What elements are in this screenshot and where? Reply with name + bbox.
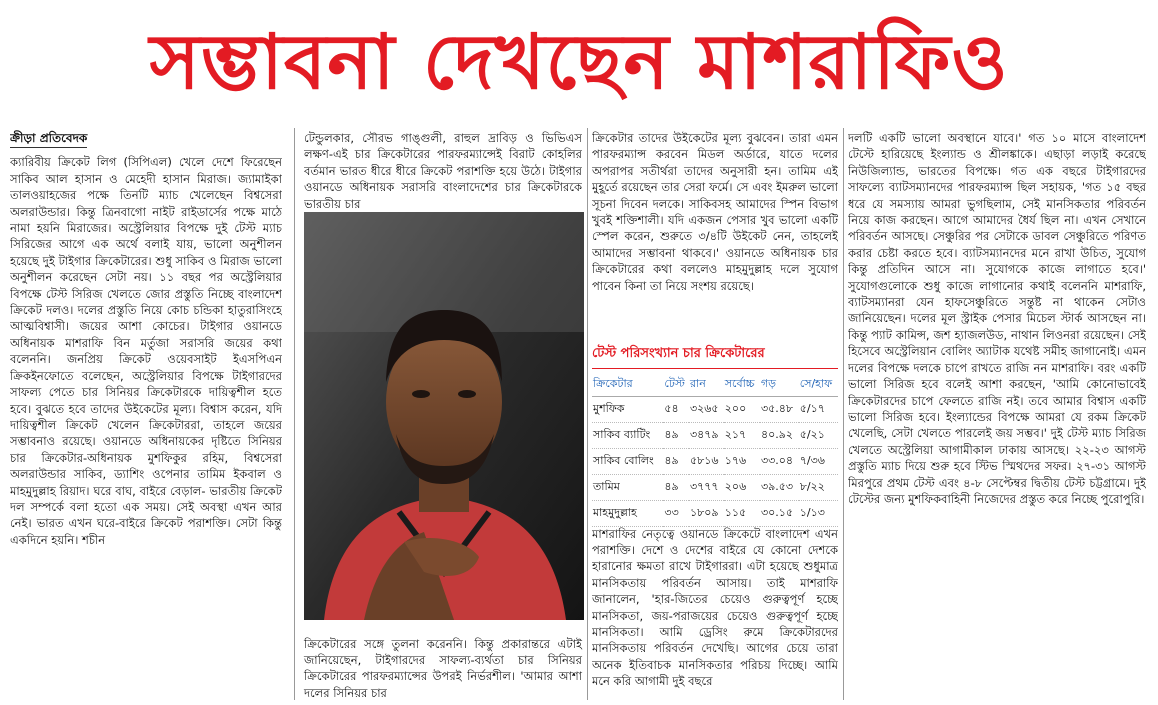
article-text: টেন্ডুলকার, সৌরভ গাঙ্গুলী, রাহুল দ্রাবিড় ও ভিভিএস লক্ষণ-এই চার ক্রিকেটারের পারফরম্যান্সেই বিরাট কোহলির বর্তমান ভারত ধীরে ধীরে ক্রিকেট পরাশক্তি হয়ে উঠে। টাইগার ওয়ানডে অধিনায়ক সরাসরি বাংলাদেশের চার ক্রিকেটারকে ভারতীয় চার [304,131,582,210]
player-portrait-image [304,212,584,620]
article-text: দলটি একটি ভালো অবস্থানে যাবে।' গত ১০ মাসে বাংলাদেশ টেস্টে হারিয়েছে ইংল্যান্ড ও শ্রীলঙ্কাকে। এছাড়া লড়াই করেছে নিউজিল্যান্ড, ভারতের বিপক্ষে। গত এক বছরে টাইগারদের সাফল্যে ব্যাটসম্যানদের পারফরম্যান্স ছিল সহায়ক, 'গত ১৫ বছর ধরে যে সমস্যায় আমরা ভুগছিলাম, সেই মানসিকতার পরিবর্তন নিয়ে কাজ করছেন। আগে আমাদের ধৈর্য ছিল না। এখন সেখানে পরিবর্তন আসছে। সেঞ্চুরির পর সেটাকে ডাবল সেঞ্চুরিতে পরিণত করার চেষ্টা করতে হবে। ব্যাটসম্যানদের মনে রাখা উচিত, সুযোগ কিন্তু প্রতিদিন আসে না। সুযোগকে কাজে লাগাতে হবে।' সুযোগগুলোকে শুধু কাজে লাগানোর কথাই বলেননি মাশরাফি, ব্যাটসম্যানরা যেন হাফসেঞ্চুরিতে সন্তুষ্ট না থাকেন সেটাও জানিয়েছেন। দলের মূল স্ট্রাইক পেসার মিচেল স্টার্ক আসছেন না। কিন্তু প্যাট কামিন্স, জশ হ্যাজলউড, নাথান লিওনরা রয়েছেন। সেই হিসেবে অস্ট্রেলিয়ান বোলিং অ্যাটাক যথেষ্ট সমীহ জাগানোই। এমন দলের বিপক্ষে দলকে চাপে রাখতে রাজি নন মাশরাফি। বরং একটি ভালো সিরিজ হবে বলেই আশা করছেন, 'আমি কোনোভাবেই ক্রিকেটারদের চাপে ফেলতে রাজি নই। তবে আমার বিশ্বাস একটি ভালো সিরিজ হবে। ইংল্যান্ডের বিপক্ষে আমরা যে রকম ক্রিকেট খেলেছি, সেটা খেলতে পারলেই জয় সম্ভব।' দুই টেস্ট ম্যাচ সিরিজ খেলতে অস্ট্রেলিয়া আগামীকাল ঢাকায় আসছে। ২২-২৩ আগস্ট প্রস্তুতি ম্যাচ দিয়ে শুরু হবে স্টিভ স্মিথদের সফর। ২৭-৩১ আগস্ট মিরপুরে প্রথম টেস্ট এবং ৪-৮ সেপ্টেম্বর দ্বিতীয় টেস্ট চট্টগ্রামে। দুই টেস্টের জন্য মুশফিকবাহিনী নিজেদের প্রস্তুত করে নিচ্ছে পুরোপুরি। [848,131,1146,506]
article-column-3-top [592,130,838,338]
table-cell: ৪৯ [663,475,689,501]
table-cell: ৩০.১৫ [760,501,799,527]
table-cell: ৩২৬৫ [689,397,724,423]
table-cell: ৪৯ [663,423,689,449]
article-column-1 [10,130,282,700]
table-cell: ৩৩ [663,501,689,527]
stats-header-row [592,373,838,397]
column-divider [587,128,588,700]
table-cell: ১১৫ [724,501,760,527]
headline: সম্ভাবনা দেখছেন মাশরাফিও [149,17,1009,106]
header-cell: টেস্ট [663,373,689,397]
table-cell: তামিম [592,475,663,501]
table-cell: মাহমুদুল্লাহ [592,501,663,527]
table-row [592,423,838,449]
table-cell: ৫/১৭ [799,397,838,423]
table-cell: ৩৩.০৪ [760,449,799,475]
table-cell: ৩৭৭৭ [689,475,724,501]
table-cell: সাকিব ব্যাটিং [592,423,663,449]
header-cell: ক্রিকেটার [592,373,663,397]
header-cell: সর্বোচ্চ [724,373,760,397]
table-cell: ২০০ [724,397,760,423]
table-cell: ৮/২২ [799,475,838,501]
table-cell: ২০৬ [724,475,760,501]
table-cell: ৫৮১৬ [689,449,724,475]
player-photo [304,212,584,620]
table-cell: ৩৯.৫৩ [760,475,799,501]
table-cell: ৪৯ [663,449,689,475]
article-text: ক্রিকেটারের সঙ্গে তুলনা করেননি। কিন্তু প্রকারান্তরে এটাই জানিয়েছেন, টাইগারদের সাফল্য-ব্যর্থতা চার সিনিয়র ক্রিকেটারের পারফরম্যান্সের উপরই নির্ভরশীল। 'আমার আশা দলের সিনিয়র চার [304,636,582,700]
article-text: ক্যারিবীয় ক্রিকেট লিগ (সিপিএল) খেলে দেশে ফিরেছেন সাকিব আল হাসান ও মেহেদী হাসান মিরাজ। জ্যামাইকা তালওয়াহজের পক্ষে তিনটি ম্যাচ খেলেছেন বিশ্বসেরা অলরাউন্ডার। কিন্তু ত্রিনবাগো নাইট রাইডার্সের পক্ষে মাঠে নামা হয়নি মিরাজের। অস্ট্রেলিয়ার বিপক্ষে দুই টেস্ট ম্যাচ সিরিজের আগে এক অর্থে বলাই যায়, ভালো অনুশীলন হয়েছে দুই টাইগার ক্রিকেটারের। শুধু সাকিব ও মিরাজ ভালো অনুশীলন করেছেন সেটা নয়। ১১ বছর পর অস্ট্রেলিয়ার বিপক্ষে টেস্ট সিরিজ খেলতে জোর প্রস্তুতি নিচ্ছে বাংলাদেশ ক্রিকেট দলও। দলের প্রস্তুতি নিয়ে কোচ চন্ডিকা হাতুরাসিংহে আত্মবিশ্বাসী। জয়ের আশা কোচের। টাইগার ওয়ানডে অধিনায়ক মাশরাফি বিন মর্তুজা সরাসরি জয়ের কথা বলেননি। জনপ্রিয় ক্রিকেট ওয়েবসাইট ইএসপিএন ক্রিকইনফোতে বলেছেন, অস্ট্রেলিয়ার বিপক্ষে টাইগারদের সাফল্য পেতে চার সিনিয়র ক্রিকেটারকে দায়িত্বশীল হতে হবে। বুঝতে হবে তাদের উইকেটের মূল্য। বিশ্বাস করেন, যদি দায়িত্বশীল ক্রিকেট খেলেন ক্রিকেটাররা, তাহলে জয়ের সম্ভাবনাও রয়েছে। ওয়ানডে অধিনায়কের দৃষ্টিতে সিনিয়র চার ক্রিকেটার-অধিনায়ক মুশফিকুর রহিম, বিশ্বসেরা অলরাউন্ডার সাকিব, ড্যাশিং ওপেনার তামিম ইকবাল ও মাহমুদুল্লাহ রিয়াদ। ঘরে বাঘ, বাইরে বেড়াল- ভারতীয় ক্রিকেট দল সম্পর্কে বলা হতো এক সময়। সেই অবস্থা এখন আর নেই। ভারত এখন ঘরে-বাইরে ক্রিকেট পরাশক্তি। সেটা কিন্তু একদিনে হয়নি। শচীন [10,155,282,547]
header-cell: রান [689,373,724,397]
article-text: ক্রিকেটার তাদের উইকেটের মূল্য বুঝবেন। তারা এমন পারফরম্যান্স করবেন মিডল অর্ডারে, যাতে দলের অপরাপর সতীর্থরা তাদের অনুসারী হন। তামিম এই মুহূর্তে রয়েছেন তার সেরা ফর্মে। সে এবং ইমরুল ভালো সূচনা দিবেন দলকে। সাকিবসহ আমাদের স্পিন বিভাগ খুবই শক্তিশালী। যদি একজন পেসার খুব ভালো একটি স্পেল করেন, শুরুতে ৩/৪টি উইকেট নেন, তাহলেই আমাদের সম্ভাবনা থাকবে।' ওয়ানডে অধিনায়ক চার ক্রিকেটারের কথা বললেও মাহমুদুল্লাহ দলে সুযোগ পাবেন কিনা তা নিয়ে সংশয় রয়েছে। [592,131,838,293]
table-cell: ৫৪ [663,397,689,423]
table-cell: ১৮০৯ [689,501,724,527]
table-cell: ১৭৬ [724,449,760,475]
table-cell: ৩৫.৪৮ [760,397,799,423]
table-cell: ১/১৩ [799,501,838,527]
article-column-4 [848,130,1146,700]
header-cell: সে/হাফ [799,373,838,397]
article-column-2-bottom [304,624,582,705]
stats-title: টেস্ট পরিসংখ্যান চার ক্রিকেটারের [592,344,838,369]
column-divider [843,128,844,700]
byline: ক্রীড়া প্রতিবেদক [10,130,87,148]
header-cell: গড় [760,373,799,397]
stats-box [592,344,838,527]
table-cell: ৩৪৭৯ [689,423,724,449]
table-cell: মুশফিক [592,397,663,423]
table-cell: ২১৭ [724,423,760,449]
article-text: মাশরাফির নেতৃত্বে ওয়ানডে ক্রিকেটে বাংলাদেশ এখন পরাশক্তি। দেশে ও দেশের বাইরে যে কোনো দেশকে হারানোর ক্ষমতা রাখে টাইগাররা। এটা হয়েছে শুধুমাত্র মানসিকতায় পরিবর্তন আসায়। তাই মাশরাফি জানালেন, 'হার-জিতের চেয়েও গুরুত্বপূর্ণ হচ্ছে মানসিকতা, জয়-পরাজয়ের চেয়েও গুরুত্বপূর্ণ হচ্ছে মানসিকতা। আমি ড্রেসিং রুমে ক্রিকেটারদের মানসিকতায় পরিবর্তন দেখেছি। আগের চেয়ে তারা অনেক ইতিবাচক মানসিকতার পরিচয় দিচ্ছে। আমি মনে করি আগামী দুই বছরে [592,526,838,689]
stats-table [592,373,838,527]
column-divider [294,128,295,700]
table-cell: ৫/২১ [799,423,838,449]
article-column-2-top [304,130,582,210]
table-row [592,397,838,423]
table-row [592,475,838,501]
table-cell: ৪০.৯২ [760,423,799,449]
table-row [592,449,838,475]
table-cell: ৭/৩৬ [799,449,838,475]
table-cell: সাকিব বোলিং [592,449,663,475]
article-column-3-bottom [592,514,838,700]
